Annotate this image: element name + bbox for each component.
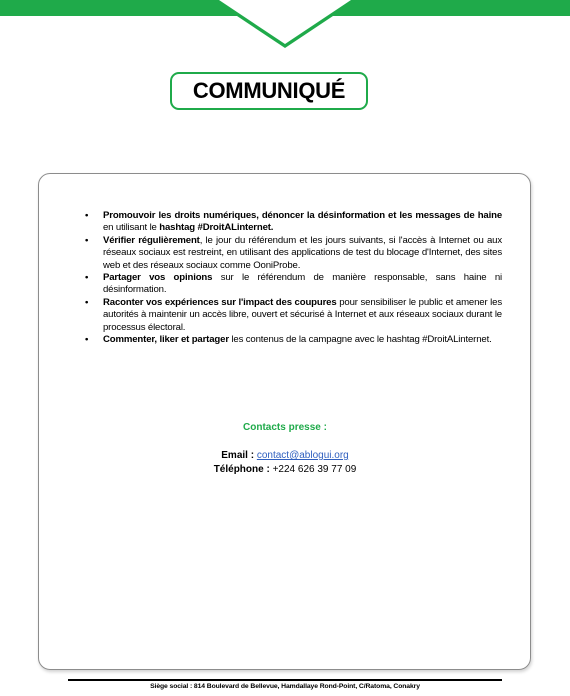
bullet-icon: • <box>85 210 89 221</box>
action-list <box>85 210 502 346</box>
email-line <box>0 450 570 461</box>
header-chevron <box>0 0 570 52</box>
list-item <box>85 297 502 334</box>
item-emphasis: Promouvoir les droits numériques, dénoncer la désinformation et les messages de haine <box>103 210 502 221</box>
bullet-icon: • <box>85 234 89 246</box>
item-emphasis: Partager vos opinions <box>103 272 213 284</box>
item-emphasis: Commenter, liker et partager <box>103 334 229 346</box>
item-text: en utilisant le <box>103 222 160 234</box>
list-item <box>85 235 502 272</box>
email-label: Email : <box>221 450 255 461</box>
item-text: sur le référendum de manière responsable, sans haine ni désinformation. <box>103 272 503 296</box>
bullet-icon: • <box>85 334 89 346</box>
item-text: , le jour du référendum et les jours suivants, si l'accès à Internet ou aux réseaux sociaux est restreint, en utilisant des applications de test du blocage d'Internet, des sites web et des réseaux sociaux comme OoniProbe. <box>103 234 503 271</box>
list-item <box>85 272 502 297</box>
item-hashtag: hashtag #DroitALinternet. <box>159 222 274 234</box>
item-emphasis: Raconter vos expériences sur l'impact des coupures <box>103 296 337 308</box>
bullet-icon: • <box>85 272 89 284</box>
bullet-icon: • <box>85 296 89 308</box>
phone-label: Téléphone : <box>213 464 270 475</box>
list-item <box>85 210 502 235</box>
page-title: COMMUNIQUÉ <box>170 72 368 110</box>
email-link[interactable]: contact@ablogui.org <box>256 450 349 461</box>
footer-address: Siège social : 814 Boulevard de Bellevue, Hamdallaye Rond-Point, C/Ratoma, Conakry <box>150 683 420 690</box>
footer-divider <box>68 679 502 681</box>
list-item <box>85 334 502 346</box>
item-text: les contenus de la campagne avec le hashtag #DroitALinternet. <box>228 334 492 346</box>
phone-line <box>0 464 570 475</box>
item-emphasis: Vérifier régulièrement <box>103 234 200 246</box>
contacts-heading: Contacts presse : <box>243 422 327 433</box>
item-text: pour sensibiliser le public et amener les autorités à maintenir un accès libre, ouvert et sécurisé à Internet et aux réseaux sociaux durant le processus électoral. <box>103 296 502 333</box>
phone-number: +224 626 39 77 09 <box>272 464 357 475</box>
